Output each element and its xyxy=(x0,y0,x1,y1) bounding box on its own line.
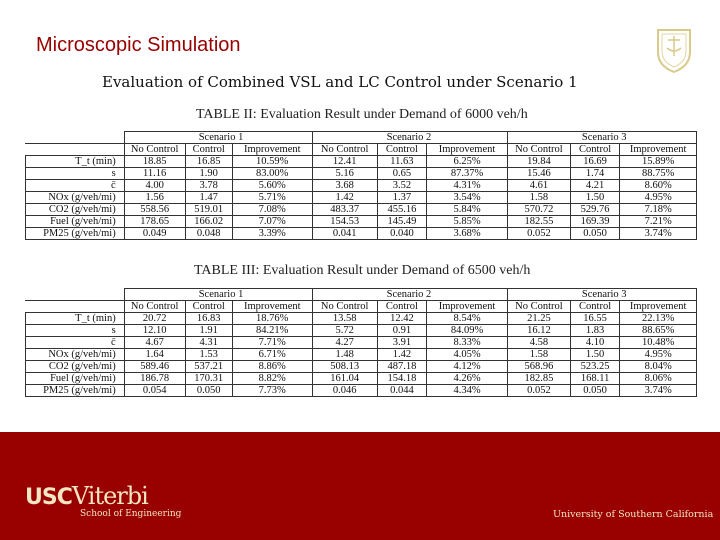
table-3-caption: TABLE III: Evaluation Result under Demand of 6500 veh/h xyxy=(194,263,531,278)
usc-viterbi-logo xyxy=(25,482,148,510)
slide-title: Microscopic Simulation xyxy=(36,34,241,56)
metric-label: CO2 (g/veh/mi) xyxy=(26,204,125,216)
value-cell: 3.52 xyxy=(377,180,426,192)
table-row xyxy=(26,325,697,337)
value-cell: 87.37% xyxy=(427,168,508,180)
table-row xyxy=(26,349,697,361)
value-cell: 0.65 xyxy=(377,168,426,180)
value-cell: 145.49 xyxy=(377,216,426,228)
value-cell: 5.71% xyxy=(232,192,312,204)
value-cell: 8.06% xyxy=(620,373,697,385)
value-cell: 12.41 xyxy=(312,156,377,168)
value-cell: 154.53 xyxy=(312,216,377,228)
metric-label: CO2 (g/veh/mi) xyxy=(26,361,125,373)
value-cell: 1.50 xyxy=(570,192,619,204)
value-cell: 5.84% xyxy=(427,204,508,216)
usc-seal-icon xyxy=(654,26,694,74)
value-cell: 3.39% xyxy=(232,228,312,240)
table-2-caption: TABLE II: Evaluation Result under Demand of 6000 veh/h xyxy=(196,107,528,122)
logo-viterbi-text: Viterbi xyxy=(71,482,148,510)
value-cell: 88.65% xyxy=(620,325,697,337)
value-cell: 4.10 xyxy=(570,337,619,349)
value-cell: 88.75% xyxy=(620,168,697,180)
value-cell: 570.72 xyxy=(507,204,570,216)
value-cell: 0.050 xyxy=(185,385,232,397)
column-header: Control xyxy=(570,301,619,313)
logo-usc-text: USC xyxy=(25,485,72,510)
column-header: Control xyxy=(185,144,232,156)
value-cell: 1.56 xyxy=(124,192,185,204)
value-cell: 16.85 xyxy=(185,156,232,168)
scenario-header: Scenario 3 xyxy=(507,289,696,301)
value-cell: 4.31% xyxy=(427,180,508,192)
value-cell: 7.21% xyxy=(620,216,697,228)
metric-label: Fuel (g/veh/mi) xyxy=(26,373,125,385)
value-cell: 1.58 xyxy=(507,192,570,204)
value-cell: 83.00% xyxy=(232,168,312,180)
value-cell: 20.72 xyxy=(124,313,185,325)
value-cell: 1.74 xyxy=(570,168,619,180)
value-cell: 3.54% xyxy=(427,192,508,204)
value-cell: 1.42 xyxy=(312,192,377,204)
value-cell: 18.76% xyxy=(232,313,312,325)
value-cell: 1.64 xyxy=(124,349,185,361)
value-cell: 22.13% xyxy=(620,313,697,325)
value-cell: 168.11 xyxy=(570,373,619,385)
university-name: University of Southern California xyxy=(553,509,714,520)
value-cell: 7.71% xyxy=(232,337,312,349)
value-cell: 455.16 xyxy=(377,204,426,216)
value-cell: 13.58 xyxy=(312,313,377,325)
column-header: Improvement xyxy=(427,301,508,313)
value-cell: 8.86% xyxy=(232,361,312,373)
value-cell: 5.16 xyxy=(312,168,377,180)
corner-cell xyxy=(26,144,125,156)
value-cell: 7.18% xyxy=(620,204,697,216)
value-cell: 0.041 xyxy=(312,228,377,240)
value-cell: 1.83 xyxy=(570,325,619,337)
value-cell: 182.55 xyxy=(507,216,570,228)
value-cell: 10.59% xyxy=(232,156,312,168)
value-cell: 84.09% xyxy=(427,325,508,337)
metric-label: s xyxy=(26,168,125,180)
scenario-header: Scenario 2 xyxy=(312,289,507,301)
value-cell: 0.046 xyxy=(312,385,377,397)
scenario-header-row xyxy=(26,132,697,144)
metric-label: T_t (min) xyxy=(26,156,125,168)
column-header: Improvement xyxy=(232,301,312,313)
value-cell: 1.42 xyxy=(377,349,426,361)
value-cell: 0.050 xyxy=(570,385,619,397)
value-cell: 0.049 xyxy=(124,228,185,240)
value-cell: 483.37 xyxy=(312,204,377,216)
column-header-row xyxy=(26,301,697,313)
value-cell: 0.040 xyxy=(377,228,426,240)
value-cell: 166.02 xyxy=(185,216,232,228)
value-cell: 16.69 xyxy=(570,156,619,168)
value-cell: 5.85% xyxy=(427,216,508,228)
metric-label: s xyxy=(26,325,125,337)
table-row xyxy=(26,228,697,240)
value-cell: 568.96 xyxy=(507,361,570,373)
value-cell: 519.01 xyxy=(185,204,232,216)
column-header: No Control xyxy=(124,301,185,313)
scenario-header: Scenario 3 xyxy=(507,132,696,144)
column-header: No Control xyxy=(124,144,185,156)
metric-label: Fuel (g/veh/mi) xyxy=(26,216,125,228)
table-row xyxy=(26,180,697,192)
metric-label: PM25 (g/veh/mi) xyxy=(26,228,125,240)
value-cell: 8.04% xyxy=(620,361,697,373)
value-cell: 1.91 xyxy=(185,325,232,337)
value-cell: 3.68% xyxy=(427,228,508,240)
value-cell: 7.73% xyxy=(232,385,312,397)
value-cell: 529.76 xyxy=(570,204,619,216)
column-header: No Control xyxy=(507,144,570,156)
table-row xyxy=(26,156,697,168)
value-cell: 0.048 xyxy=(185,228,232,240)
value-cell: 4.58 xyxy=(507,337,570,349)
value-cell: 5.72 xyxy=(312,325,377,337)
value-cell: 12.10 xyxy=(124,325,185,337)
value-cell: 4.31 xyxy=(185,337,232,349)
value-cell: 1.47 xyxy=(185,192,232,204)
column-header: Control xyxy=(570,144,619,156)
value-cell: 1.58 xyxy=(507,349,570,361)
value-cell: 8.60% xyxy=(620,180,697,192)
table-row xyxy=(26,216,697,228)
value-cell: 186.78 xyxy=(124,373,185,385)
value-cell: 19.84 xyxy=(507,156,570,168)
metric-label: NOx (g/veh/mi) xyxy=(26,192,125,204)
value-cell: 558.56 xyxy=(124,204,185,216)
corner-cell xyxy=(26,132,125,144)
table-row xyxy=(26,373,697,385)
metric-label: c̄ xyxy=(26,337,125,349)
value-cell: 16.83 xyxy=(185,313,232,325)
results-table-6500 xyxy=(25,288,697,397)
metric-label: PM25 (g/veh/mi) xyxy=(26,385,125,397)
corner-cell xyxy=(26,289,125,301)
scenario-header-row xyxy=(26,289,697,301)
value-cell: 487.18 xyxy=(377,361,426,373)
value-cell: 4.61 xyxy=(507,180,570,192)
results-table-6000 xyxy=(25,131,697,240)
value-cell: 16.12 xyxy=(507,325,570,337)
value-cell: 15.89% xyxy=(620,156,697,168)
value-cell: 6.25% xyxy=(427,156,508,168)
value-cell: 7.08% xyxy=(232,204,312,216)
value-cell: 0.044 xyxy=(377,385,426,397)
value-cell: 6.71% xyxy=(232,349,312,361)
value-cell: 7.07% xyxy=(232,216,312,228)
value-cell: 537.21 xyxy=(185,361,232,373)
column-header: Control xyxy=(377,301,426,313)
corner-cell xyxy=(26,301,125,313)
column-header: Improvement xyxy=(427,144,508,156)
value-cell: 178.65 xyxy=(124,216,185,228)
value-cell: 4.27 xyxy=(312,337,377,349)
column-header: Improvement xyxy=(620,301,697,313)
scenario-header: Scenario 1 xyxy=(124,132,312,144)
value-cell: 3.74% xyxy=(620,385,697,397)
value-cell: 1.37 xyxy=(377,192,426,204)
value-cell: 589.46 xyxy=(124,361,185,373)
value-cell: 11.63 xyxy=(377,156,426,168)
value-cell: 523.25 xyxy=(570,361,619,373)
metric-label: NOx (g/veh/mi) xyxy=(26,349,125,361)
value-cell: 8.54% xyxy=(427,313,508,325)
column-header: No Control xyxy=(507,301,570,313)
table-row xyxy=(26,313,697,325)
value-cell: 11.16 xyxy=(124,168,185,180)
slide-subtitle: Evaluation of Combined VSL and LC Control under Scenario 1 xyxy=(102,73,578,91)
value-cell: 3.78 xyxy=(185,180,232,192)
value-cell: 18.85 xyxy=(124,156,185,168)
value-cell: 8.82% xyxy=(232,373,312,385)
value-cell: 154.18 xyxy=(377,373,426,385)
value-cell: 4.34% xyxy=(427,385,508,397)
value-cell: 3.68 xyxy=(312,180,377,192)
value-cell: 15.46 xyxy=(507,168,570,180)
table-row xyxy=(26,192,697,204)
value-cell: 4.21 xyxy=(570,180,619,192)
table-row xyxy=(26,168,697,180)
value-cell: 1.53 xyxy=(185,349,232,361)
scenario-header: Scenario 1 xyxy=(124,289,312,301)
value-cell: 8.33% xyxy=(427,337,508,349)
value-cell: 3.91 xyxy=(377,337,426,349)
value-cell: 0.054 xyxy=(124,385,185,397)
value-cell: 4.05% xyxy=(427,349,508,361)
value-cell: 10.48% xyxy=(620,337,697,349)
value-cell: 4.12% xyxy=(427,361,508,373)
value-cell: 0.052 xyxy=(507,385,570,397)
value-cell: 508.13 xyxy=(312,361,377,373)
metric-label: T_t (min) xyxy=(26,313,125,325)
value-cell: 182.85 xyxy=(507,373,570,385)
value-cell: 21.25 xyxy=(507,313,570,325)
value-cell: 170.31 xyxy=(185,373,232,385)
value-cell: 0.91 xyxy=(377,325,426,337)
value-cell: 161.04 xyxy=(312,373,377,385)
table-row xyxy=(26,204,697,216)
value-cell: 0.052 xyxy=(507,228,570,240)
value-cell: 1.90 xyxy=(185,168,232,180)
value-cell: 16.55 xyxy=(570,313,619,325)
table-row xyxy=(26,385,697,397)
value-cell: 84.21% xyxy=(232,325,312,337)
value-cell: 1.50 xyxy=(570,349,619,361)
value-cell: 5.60% xyxy=(232,180,312,192)
metric-label: c̄ xyxy=(26,180,125,192)
column-header: Improvement xyxy=(232,144,312,156)
column-header: Control xyxy=(185,301,232,313)
column-header-row xyxy=(26,144,697,156)
column-header: Improvement xyxy=(620,144,697,156)
school-name: School of Engineering xyxy=(80,509,182,519)
column-header: Control xyxy=(377,144,426,156)
value-cell: 4.67 xyxy=(124,337,185,349)
value-cell: 3.74% xyxy=(620,228,697,240)
scenario-header: Scenario 2 xyxy=(312,132,507,144)
value-cell: 12.42 xyxy=(377,313,426,325)
value-cell: 4.95% xyxy=(620,349,697,361)
table-row xyxy=(26,361,697,373)
column-header: No Control xyxy=(312,144,377,156)
table-row xyxy=(26,337,697,349)
value-cell: 4.26% xyxy=(427,373,508,385)
value-cell: 4.95% xyxy=(620,192,697,204)
column-header: No Control xyxy=(312,301,377,313)
value-cell: 0.050 xyxy=(570,228,619,240)
value-cell: 169.39 xyxy=(570,216,619,228)
value-cell: 1.48 xyxy=(312,349,377,361)
value-cell: 4.00 xyxy=(124,180,185,192)
